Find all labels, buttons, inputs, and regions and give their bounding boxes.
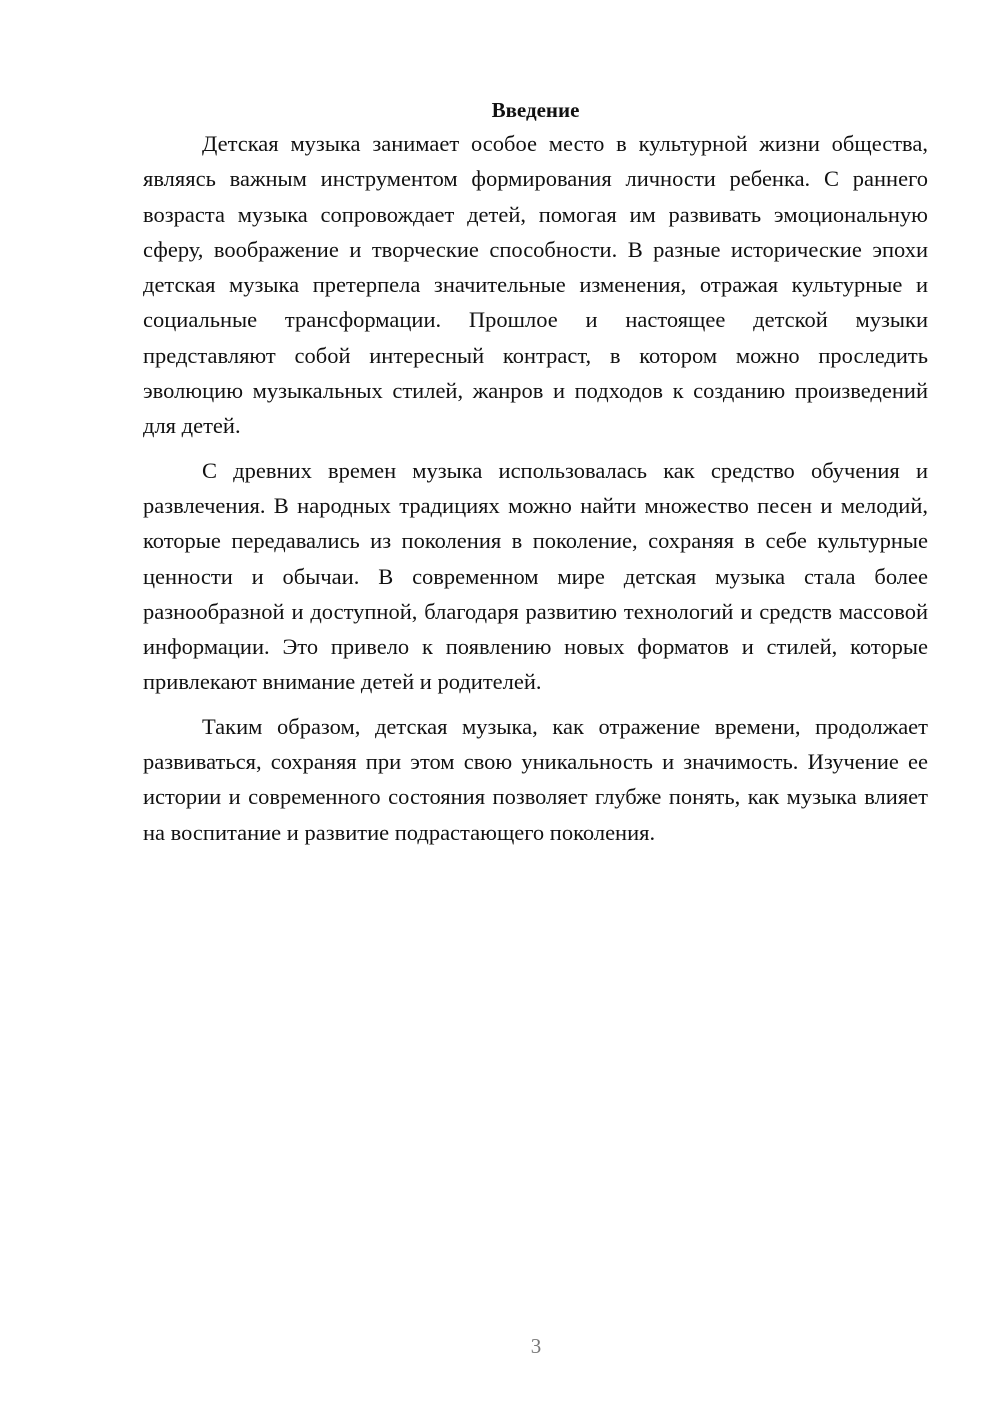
paragraph-2: С древних времен музыка использовалась как средство обучения и развлечения. В народных традициях можно найти множество песен и мелодий, которые передавались из поколения в поколение, сохраняя в себе культурные ценности и обычаи. В современном мире детская музыка стала более разнообразной и доступной, благодаря развитию технологий и средств массовой информации. Это привело к появлению новых форматов и стилей, которые привлекают внимание детей и родителей. xyxy=(143,457,928,695)
document-body xyxy=(143,95,928,850)
paragraph-3: Таким образом, детская музыка, как отражение времени, продолжает развиваться, сохраняя при этом свою уникальность и значимость. Изучение ее истории и современного состояния позволяет глубже понять, как музыка влияет на воспитание и развитие подрастающего поколения. xyxy=(143,713,928,845)
section-title: Введение xyxy=(491,98,580,122)
paragraph-1: Детская музыка занимает особое место в культурной жизни общества, являясь важным инструментом формирования личности ребенка. С раннего возраста музыка сопровождает детей, помогая им развивать эмоциональную сферу, воображение и творческие способности. В разные исторические эпохи детская музыка претерпела значительные изменения, отражая культурные и социальные трансформации. Прошлое и настоящее детской музыки представляют собой интересный контраст, в котором можно проследить эволюцию музыкальных стилей, жанров и подходов к созданию произведений для детей. xyxy=(143,131,928,439)
page-number: 3 xyxy=(530,1334,542,1358)
